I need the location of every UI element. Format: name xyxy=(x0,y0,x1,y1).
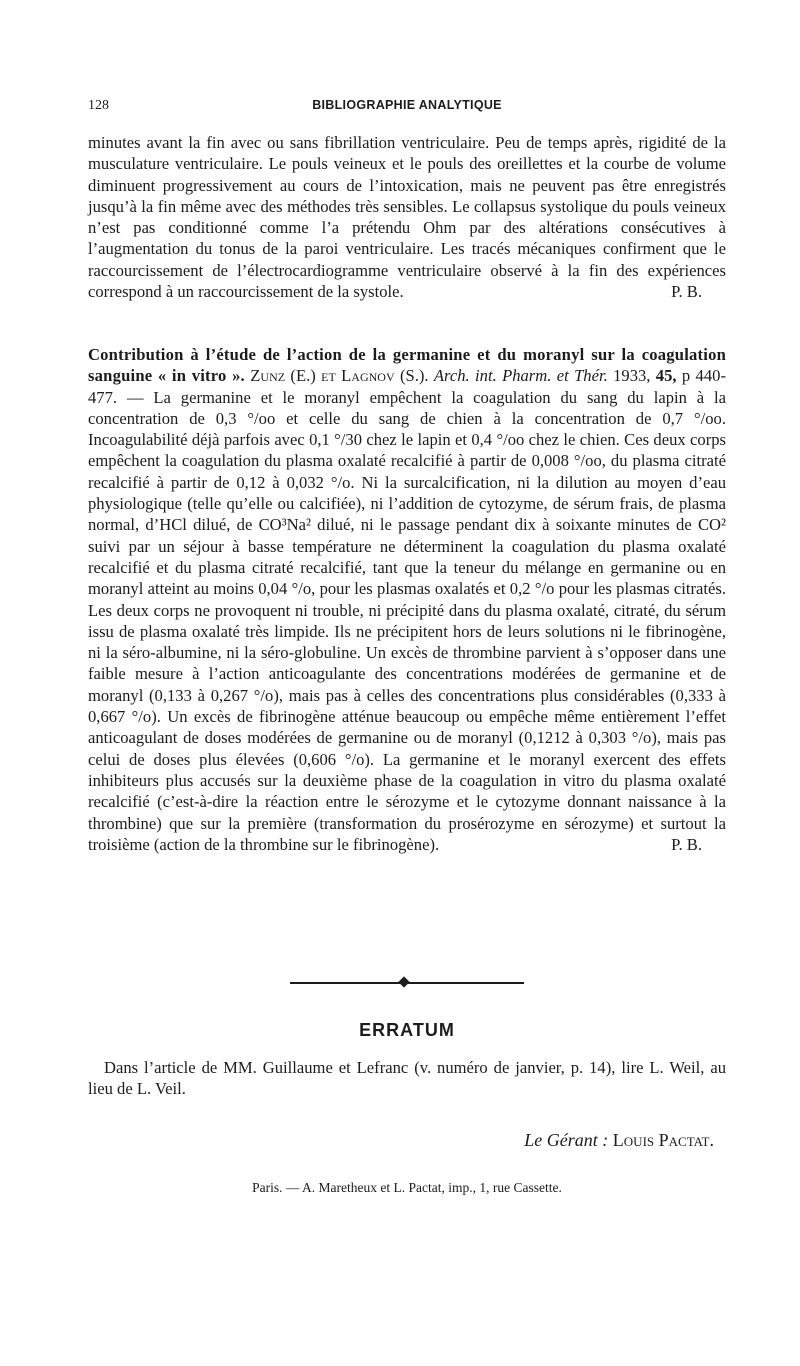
gerant-name: Louis Pactat. xyxy=(612,1130,714,1150)
article-authors: Zunz (E.) et Lagnov (S.). xyxy=(250,366,429,386)
printer-imprint: Paris. — A. Maretheux et L. Pactat, imp., 1, rue Cassette. xyxy=(252,1180,562,1195)
abstract-signature: P. B. xyxy=(671,282,702,302)
article-volume: 45, xyxy=(655,366,677,386)
continued-abstract-text: minutes avant la fin avec ou sans fibrillation ventriculaire. Peu de temps après, rigidité de la musculature ventriculaire. Le pouls veineux et le pouls des oreillettes et la courbe de volume diminuent progressivement au cours de l’intoxication, mais ne peuvent pas être enregistrés jusqu’à la fin même avec des méthodes très sensibles. Le collapsus systolique du pouls veineux n’est pas conditionné comme l’a prétendu Ohm par des altérations consécutives à l’augmentation du tonus de la paroi ventriculaire. Les tracés mécaniques confirment que le raccourcissement de l’électrocardiogramme ventriculaire observé à la fin des expériences correspond à un raccourcissement de la systole. xyxy=(88,133,726,302)
article-signature: P. B. xyxy=(671,834,702,854)
gerant-label: Le Gérant : xyxy=(524,1130,609,1150)
gerant-line xyxy=(524,1130,714,1151)
erratum-heading: ERRATUM xyxy=(359,1020,455,1040)
section-divider xyxy=(290,976,524,990)
continued-abstract xyxy=(88,132,726,302)
running-head: BIBLIOGRAPHIE ANALYTIQUE xyxy=(312,98,502,112)
article-abstract: — La germanine et le moranyl empêchent la coagulation du sang du lapin à la concentration de 0,3 °/oo et celle du sang de chien à la concentration de 0,7 °/oo. Incoagulabilité déjà parfois avec 0,1 °/30 chez le lapin et 0,4 °/oo chez le chien. Ces deux corps empêchent la coagulation du plasma oxalaté recalcifié à partir de 0,008 °/oo, du plasma citraté recalcifié à partir de 0,12 à 0,032 °/o. Ni la surcalcification, ni la dilution au moyen d’eau physiologique (telle qu’elle ou calcifiée), ni l’addition de cytozyme, de sérum frais, de plasma normal, d’HCl dilué, de CO³Na² dilué, ni le passage pendant dix à soixante minutes de CO² suivi par un séjour à basse température ne déterminent la coagulation du plasma oxalaté recalcifié et du plasma citraté recalcifié, tant que la teneur du mélange en germanine ou en moranyl atteint au moins 0,04 °/o, pour les plasmas oxalatés et 0,2 °/o pour les plasmas citratés. Les deux corps ne provoquent ni trouble, ni précipité dans du plasma oxalaté, citraté, du sérum issu de plasma oxalaté très limpide. Ils ne précipitent hors de leurs solutions ni le fibrinogène, ni la séro-albumine, ni la séro-globuline. Un excès de thrombine parvient à s’opposer dans une faible mesure à l’action anticoagulante des concentrations modérées de germanine et de moranyl (0,133 à 0,267 °/o), mais pas à celles des concentrations plus considérables (0,333 à 0,667 °/o). Un excès de fibrinogène atténue beaucoup ou empêche même entièrement l’effet anticoagulant de doses modérées de germanine ou de moranyl (0,1212 à 0,303 °/o), mais pas celui de doses plus élevées (0,606 °/o). La germanine et le moranyl exercent des effets inhibiteurs plus accusés sur la deuxième phase de la coagulation in vitro du plasma oxalaté recalcifié (c’est-à-dire la réaction entre le sérozyme et le cytozyme donnant naissance à la thrombine) que sur la première (transformation du prosérozyme en sérozyme) et surtout la troisième (action de la thrombine sur le fibrinogène). xyxy=(88,387,726,854)
page-number: 128 xyxy=(88,98,109,113)
diamond-ornament-icon xyxy=(398,976,409,987)
article-entry xyxy=(88,344,726,855)
article-journal: Arch. int. Pharm. et Thér. xyxy=(433,366,608,386)
article-title: Contribution à l’étude de l’action de la germanine et du moranyl sur la coagulation sanguine « in vitro ». xyxy=(88,345,726,386)
erratum-text: Dans l’article de MM. Guillaume et Lefranc (v. numéro de janvier, p. 14), lire L. Weil, au lieu de L. Veil. xyxy=(88,1058,726,1098)
article-pages: p 440-477. xyxy=(88,366,726,407)
article-year: 1933, xyxy=(613,366,651,386)
page-header xyxy=(88,98,726,118)
